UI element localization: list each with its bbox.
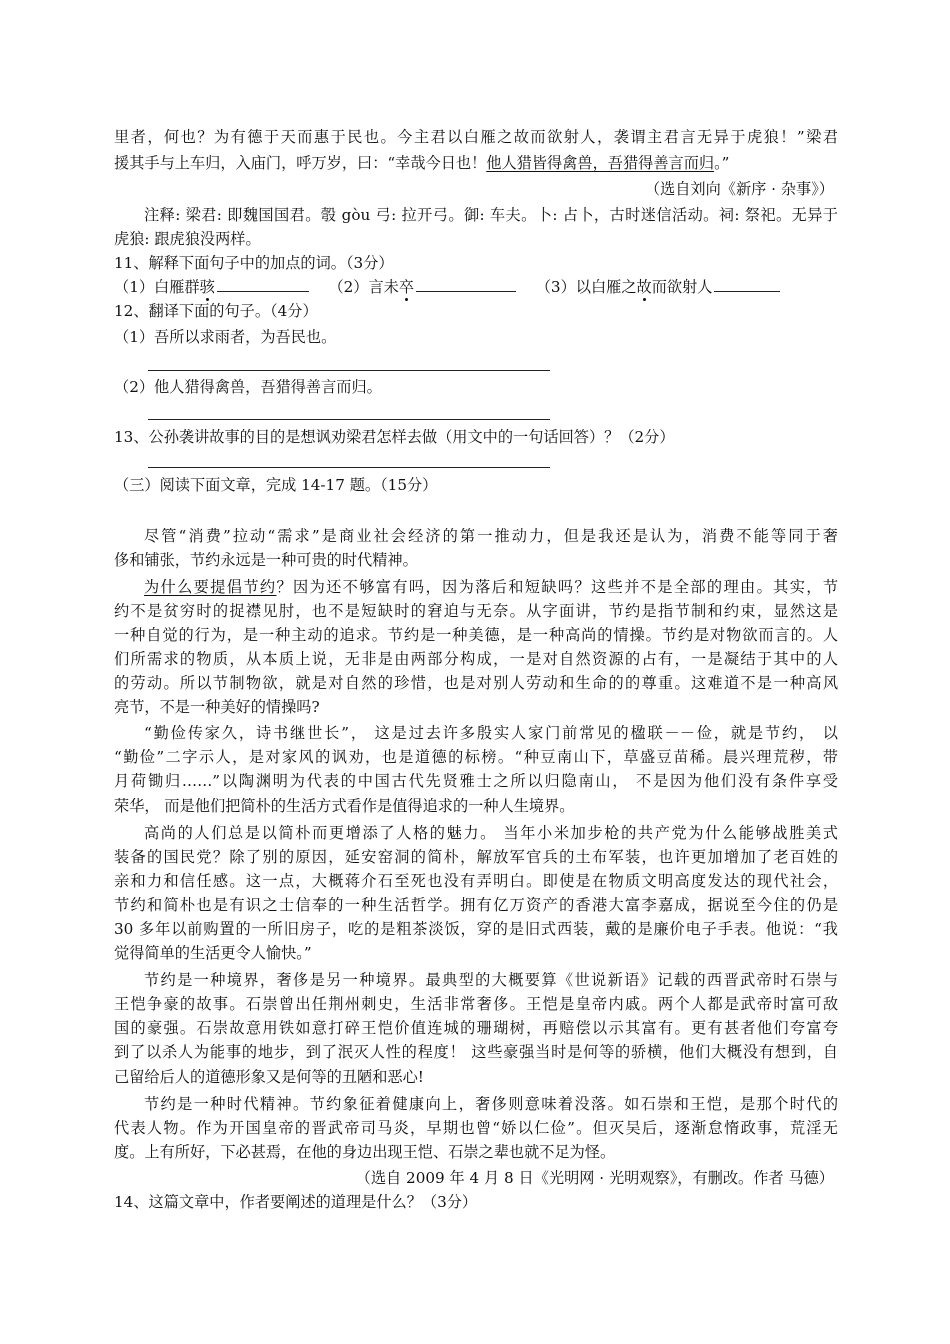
article-line: 节约是一种时代精神。节约象征着健康向上，奢侈则意味着没落。如石崇和王恺，是那个时代的 <box>144 1095 838 1113</box>
question-14-title: 14、这篇文章中，作者要阐述的道理是什么？（3分） <box>114 1193 478 1211</box>
article-line: 尽管“消费”拉动“需求”是商业社会经济的第一推动力，但是我还是认为，消费不能等同于奢 <box>144 527 838 545</box>
q12-item-1: （1）吾所以求雨者，为吾民也。 <box>114 328 337 346</box>
q12-item-2: （2）他人猎得禽兽，吾猎得善言而归。 <box>114 378 382 396</box>
article-line: 约不是贫穷时的捉襟见肘，也不是短缺时的窘迫与无奈。从字面讲，节约是指节制和约束，显然这是 <box>114 602 838 620</box>
q11-answer-blank-2[interactable] <box>416 276 516 292</box>
article-line: 月荷锄归……”以陶渊明为代表的中国古代先贤雅士之所以归隐南山， 不是因为他们没有条件享受 <box>114 772 838 790</box>
question-12-title: 12、翻译下面的句子。（4分） <box>114 302 318 320</box>
article-line: 侈和铺张，节约永远是一种可贵的时代精神。 <box>114 551 418 569</box>
passage-source: （选自刘向《新序 · 杂事》） <box>644 180 834 198</box>
passage-line: 里者，何也？为有德于天而惠于民也。今主君以白雁之故而欲射人，袭谓主君言无异于虎狼！”梁君 <box>114 128 838 146</box>
question-11-items <box>114 276 838 298</box>
passage-text: 。” <box>714 154 730 172</box>
q11-item-2: （2）言未卒 <box>328 278 415 296</box>
q12-answer-line-1[interactable] <box>148 370 550 371</box>
question-11-title: 11、解释下面句子中的加点的词。（3分） <box>114 254 394 272</box>
article-line: 的劳动。所以节制物欲，就是对自然的珍惜，也是对别人劳动和生命的的尊重。这难道不是一种高风 <box>114 674 838 692</box>
article-line: 到了以杀人为能事的地步，到了泯灭人性的程度！ 这些豪强当时是何等的骄横，他们大概没有想到，自 <box>114 1043 838 1061</box>
article-line: 己留给后人的道德形象又是何等的丑陋和恶心! <box>114 1068 424 1086</box>
article-line: 节约是一种境界，奢侈是另一种境界。最典型的大概要算《世说新语》记载的西晋武帝时石崇与 <box>144 971 838 989</box>
annotation-line: 注释: 梁君: 即魏国国君。彀 gòu 弓: 拉开弓。御: 车夫。卜: 占卜，古时迷信活动。祠: 祭祀。无异于 <box>144 206 838 224</box>
article-line: 代表人物。作为开国皇帝的晋武帝司马炎，早期也曾“娇以仁俭”。但灭吴后，逐渐怠惰政事，荒淫无 <box>114 1119 838 1137</box>
article-line: 觉得简单的生活更令人愉快。” <box>114 944 312 962</box>
article-line: 30 多年以前购置的一所旧房子，吃的是粗茶淡饭，穿的是旧式西装，戴的是廉价电子手表。他说：“我 <box>114 920 838 938</box>
underlined-sentence: 他人猎皆得禽兽，吾猎得善言而归 <box>486 154 715 172</box>
article-line: 节约和简朴也是有识之士信奉的一种生活哲学。拥有亿万资产的香港大富李嘉成，据说至今住的仍是 <box>114 896 838 914</box>
article-line: 为什么要提倡节约？因为还不够富有吗，因为落后和短缺吗？这些并不是全部的理由。其实，节 <box>144 578 839 596</box>
q11-answer-blank-3[interactable] <box>714 276 780 292</box>
passage-line <box>114 152 838 174</box>
q11-item-1: （1）白雁群骇 <box>114 278 215 296</box>
article-line: 王恺争豪的故事。石崇曾出任荆州刺史，生活非常奢侈。王恺是皇帝内戚。两个人都是武帝时富可敌 <box>114 995 838 1013</box>
underlined-question: 为什么要提倡节约 <box>144 578 277 596</box>
question-13-title: 13、公孙袭讲故事的目的是想讽劝梁君怎样去做（用文中的一句话回答）？（2分） <box>114 428 675 446</box>
article-line: 亮节，不是一种美好的情操吗? <box>114 698 320 716</box>
article-line: 高尚的人们总是以简朴而更增添了人格的魅力。 当年小米加步枪的共产党为什么能够战胜美式 <box>144 824 838 842</box>
q12-answer-line-2[interactable] <box>148 419 550 420</box>
article-line: 们所需求的物质，从本质上说，无非是由两部分构成，一是对自然资源的占有，一是凝结于其中的人 <box>114 650 838 668</box>
article-line: “勤俭”二字示人，是对家风的讽劝，也是道德的标榜。“种豆南山下，草盛豆苗稀。晨兴理荒秽，带 <box>114 748 838 766</box>
article-line: 亲和力和信任感。这一点，大概蒋介石至死也没有弄明白。即使是在物质文明高度发达的现代社会， <box>114 872 838 890</box>
passage-text: 援其手与上车归，入庙门，呼万岁，曰：“幸哉今日也！ <box>114 154 487 172</box>
article-line: 度。上有所好，下必甚焉，在他的身边出现王恺、石崇之辈也就不足为怪。 <box>114 1143 616 1161</box>
q13-answer-line[interactable] <box>148 467 550 468</box>
q11-answer-blank-1[interactable] <box>217 276 309 292</box>
annotation-line: 虎狼: 跟虎狼没两样。 <box>114 230 261 248</box>
article-line: 一种自觉的行为，是一种主动的追求。节约是一种美德，是一种高尚的情操。节约是对物欲而言的。人 <box>114 626 838 644</box>
article-line: 国的豪强。石崇故意用铁如意打碎王恺价值连城的珊瑚树，再赔偿以示其富有。更有甚者他们夸富夸 <box>114 1019 838 1037</box>
article-line: “勤俭传家久，诗书继世长”， 这是过去许多殷实人家门前常见的楹联－－俭，就是节约， 以 <box>144 724 838 742</box>
article-source: （选自 2009 年 4 月 8 日《光明网 · 光明观察》，有删改。作者 马德） <box>355 1169 834 1187</box>
article-line: 装备的国民党？除了别的原因，延安窑洞的简朴，解放军官兵的土布军装，也许更加增加了老百姓的 <box>114 848 838 866</box>
section-3-title: （三）阅读下面文章，完成 14-17 题。（15分） <box>114 476 438 494</box>
article-line: 荣华， 而是他们把简朴的生活方式看作是值得追求的一种人生境界。 <box>114 797 575 815</box>
q11-item-3: （3）以白雁之故而欲射人 <box>535 278 713 296</box>
